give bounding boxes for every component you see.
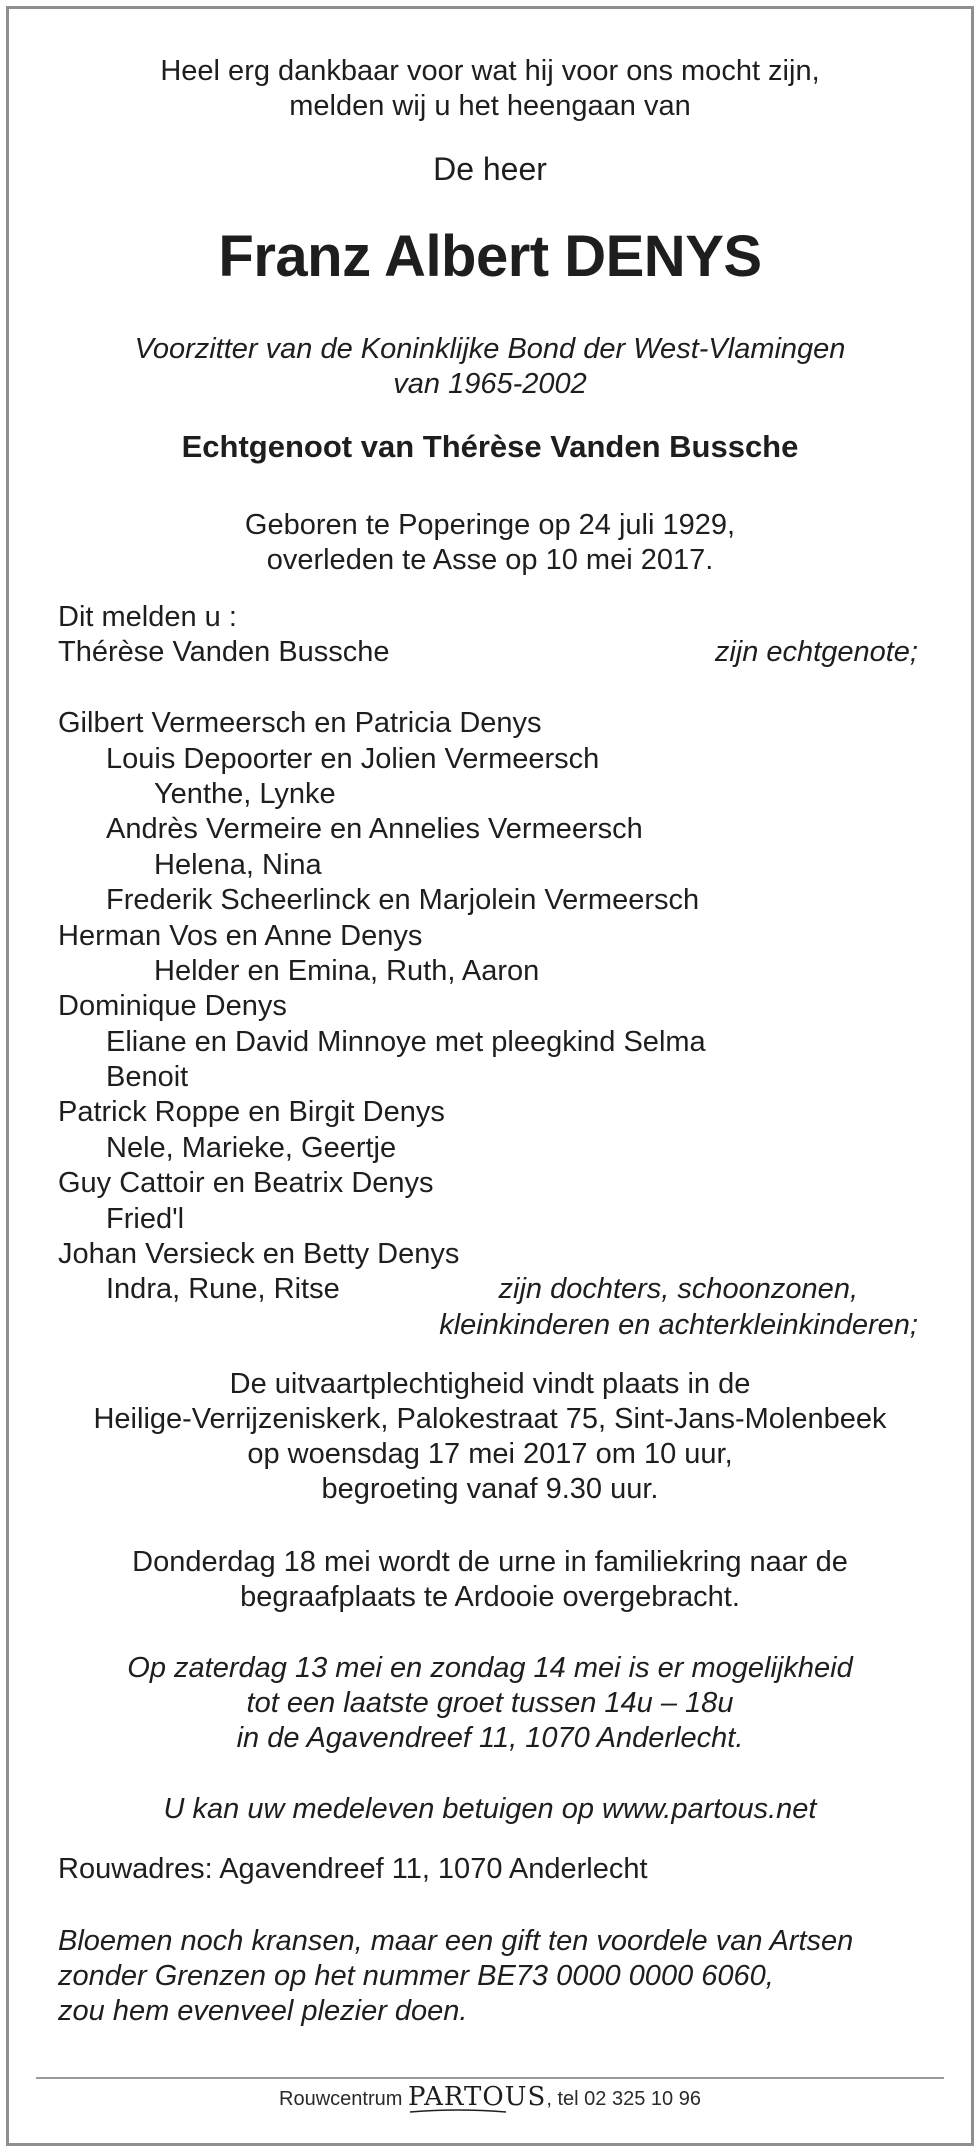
- list-item: Patrick Roppe en Birgit Denys: [58, 1096, 445, 1129]
- list-item: Herman Vos en Anne Denys: [58, 919, 423, 952]
- list-item: Gilbert Vermeersch en Patricia Denys: [58, 707, 542, 740]
- urn-info: [0, 1545, 980, 1615]
- funeral-line: De uitvaartplechtigheid vindt plaats in de: [229, 1368, 751, 1400]
- children-relation: kleinkinderen en achterkleinkinderen;: [439, 1308, 918, 1341]
- urn-line: begraafplaats te Ardooie overgebracht.: [240, 1581, 740, 1613]
- footer-prefix: Rouwcentrum: [279, 2088, 403, 2110]
- salutation: De heer: [433, 151, 547, 187]
- visitation-line: Op zaterdag 13 mei en zondag 14 mei is er mogelijkheid: [127, 1652, 853, 1684]
- partous-logo-text: PARTOUS: [407, 2082, 547, 2112]
- list-item: Andrès Vermeire en Annelies Vermeersch: [106, 813, 643, 846]
- list-item: Helder en Emina, Ruth, Aaron: [154, 954, 540, 987]
- list-item: [58, 635, 918, 670]
- funeral-info: [0, 1367, 980, 1507]
- visitation-line: tot een laatste groet tussen 14u – 18u: [246, 1687, 734, 1719]
- intro-line: Heel erg dankbaar voor wat hij voor ons mocht zijn,: [160, 55, 820, 87]
- list-item: Benoit: [106, 1061, 189, 1094]
- list-item: Eliane en David Minnoye met pleegkind Selma: [106, 1025, 706, 1058]
- condolences-line: U kan uw medeleven betuigen op www.partous.net: [163, 1793, 817, 1825]
- partous-logo: [408, 2084, 546, 2110]
- urn-line: Donderdag 18 mei wordt de urne in familiekring naar de: [132, 1546, 848, 1578]
- children-relation: zijn dochters, schoonzonen,: [498, 1273, 858, 1306]
- funeral-line: Heilige-Verrijzeniskerk, Palokestraat 75, Sint-Jans-Molenbeek: [93, 1403, 887, 1435]
- list-item: Helena, Nina: [154, 848, 322, 881]
- death-line: overleden te Asse op 10 mei 2017.: [266, 544, 714, 576]
- intro: [0, 54, 980, 124]
- list-item: Guy Cattoir en Beatrix Denys: [58, 1167, 434, 1200]
- logo-swoosh-icon: [408, 2108, 508, 2114]
- flowers-line: Bloemen noch kransen, maar een gift ten voordele van Artsen: [58, 1925, 854, 1957]
- footer-phone: , tel 02 325 10 96: [546, 2088, 701, 2110]
- function-title: [0, 332, 980, 402]
- funeral-line: op woensdag 17 mei 2017 om 10 uur,: [247, 1438, 733, 1470]
- deceased-name: Franz Albert DENYS: [218, 224, 762, 289]
- list-item: Fried'l: [106, 1202, 185, 1235]
- list-item: [58, 1272, 918, 1307]
- announcers-heading: Dit melden u :: [58, 601, 237, 633]
- spacer: [58, 671, 918, 706]
- list-item: Yenthe, Lynke: [154, 777, 336, 810]
- function-title-line: Voorzitter van de Koninklijke Bond der West-Vlamingen: [134, 333, 846, 365]
- list-item: [58, 1308, 918, 1343]
- footer-divider: [36, 2077, 944, 2079]
- birth-death: [0, 508, 980, 578]
- spouse-relation: zijn echtgenote;: [714, 636, 918, 669]
- spouse-name: Thérèse Vanden Bussche: [58, 636, 390, 669]
- intro-line: melden wij u het heengaan van: [289, 90, 691, 122]
- list-item-text: Indra, Rune, Ritse: [106, 1273, 340, 1306]
- announcers-list: [58, 600, 918, 1343]
- spouse-line: Echtgenoot van Thérèse Vanden Bussche: [181, 429, 799, 464]
- flowers-line: zou hem evenveel plezier doen.: [58, 1995, 468, 2027]
- flowers-line: zonder Grenzen op het nummer BE73 0000 0000 6060,: [58, 1960, 774, 1992]
- list-item: Frederik Scheerlinck en Marjolein Vermeersch: [106, 884, 700, 917]
- birth-line: Geboren te Poperinge op 24 juli 1929,: [244, 509, 736, 541]
- visitation-info: [0, 1651, 980, 1756]
- flowers-note: [58, 1924, 853, 2029]
- footer: [0, 2084, 980, 2112]
- list-item: Louis Depoorter en Jolien Vermeersch: [106, 742, 600, 775]
- mourning-address: Rouwadres: Agavendreef 11, 1070 Anderlecht: [58, 1853, 648, 1885]
- funeral-line: begroeting vanaf 9.30 uur.: [321, 1473, 659, 1505]
- visitation-line: in de Agavendreef 11, 1070 Anderlecht.: [236, 1722, 744, 1754]
- list-item: Dominique Denys: [58, 990, 287, 1023]
- list-item: Johan Versieck en Betty Denys: [58, 1238, 460, 1271]
- function-title-line: van 1965-2002: [393, 368, 587, 400]
- list-item: Nele, Marieke, Geertje: [106, 1131, 397, 1164]
